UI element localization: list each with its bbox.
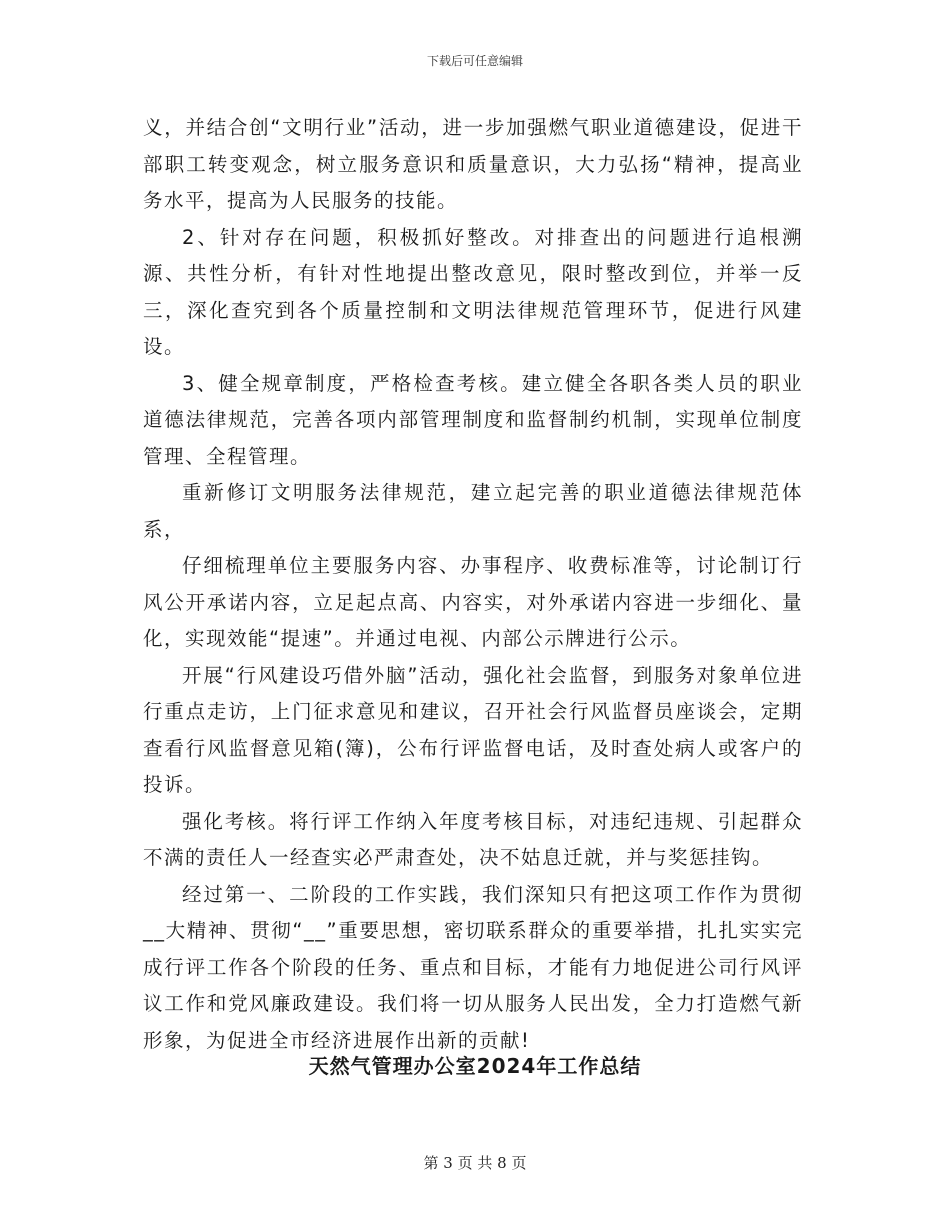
document-body (143, 110, 803, 1059)
page-number: 第 3 页 共 8 页 (423, 1154, 527, 1172)
paragraph-item-3: 3、健全规章制度，严格检查考核。建立健全各职各类人员的职业道德法律规范，完善各项内部管理制度和监督制约机制，实现单位制度管理、全程管理。 (143, 371, 803, 468)
paragraph-assessment: 强化考核。将行评工作纳入年度考核目标，对违纪违规、引起群众不满的责任人一经查实必严肃查处，决不姑息迁就，并与奖惩挂钩。 (143, 809, 803, 869)
paragraph-revise-standards: 重新修订文明服务法律规范，建立起完善的职业道德法律规范体系， (143, 481, 803, 541)
paragraph-conclusion: 经过第一、二阶段的工作实践，我们深知只有把这项工作作为贯彻__大精神、贯彻“__”重要思想，密切联系群众的重要举措，扎扎实实完成行评工作各个阶段的任务、重点和目标，才能有力地促进公司行风评议工作和党风廉政建设。我们将一切从服务人民出发，全力打造燃气新形象，为促进全市经济进展作出新的贡献! (143, 882, 803, 1052)
page-header: 下载后可任意编辑 (426, 54, 523, 68)
paragraph-item-2: 2、针对存在问题，积极抓好整改。对排查出的问题进行追根溯源、共性分析，有针对性地提出整改意见，限时整改到位，并举一反三，深化查究到各个质量控制和文明法律规范管理环节，促进行风建设。 (143, 225, 803, 358)
paragraph-service-commitment: 仔细梳理单位主要服务内容、办事程序、收费标准等，讨论制订行风公开承诺内容，立足起点高、内容实，对外承诺内容进一步细化、量化，实现效能“提速”。并通过电视、内部公示牌进行公示。 (143, 554, 803, 650)
section-title: 天然气管理办公室2024年工作总结 (308, 1054, 642, 1078)
paragraph-social-supervision: 开展“行风建设巧借外脑”活动，强化社会监督，到服务对象单位进行重点走访，上门征求意见和建议，召开社会行风监督员座谈会，定期查看行风监督意见箱(簿)，公布行评监督电话，及时查处病人或客户的投诉。 (143, 663, 803, 796)
paragraph-continuation: 义，并结合创“文明行业”活动，进一步加强燃气职业道德建设，促进干部职工转变观念，树立服务意识和质量意识，大力弘扬“精神，提高业务水平，提高为人民服务的技能。 (143, 116, 803, 212)
